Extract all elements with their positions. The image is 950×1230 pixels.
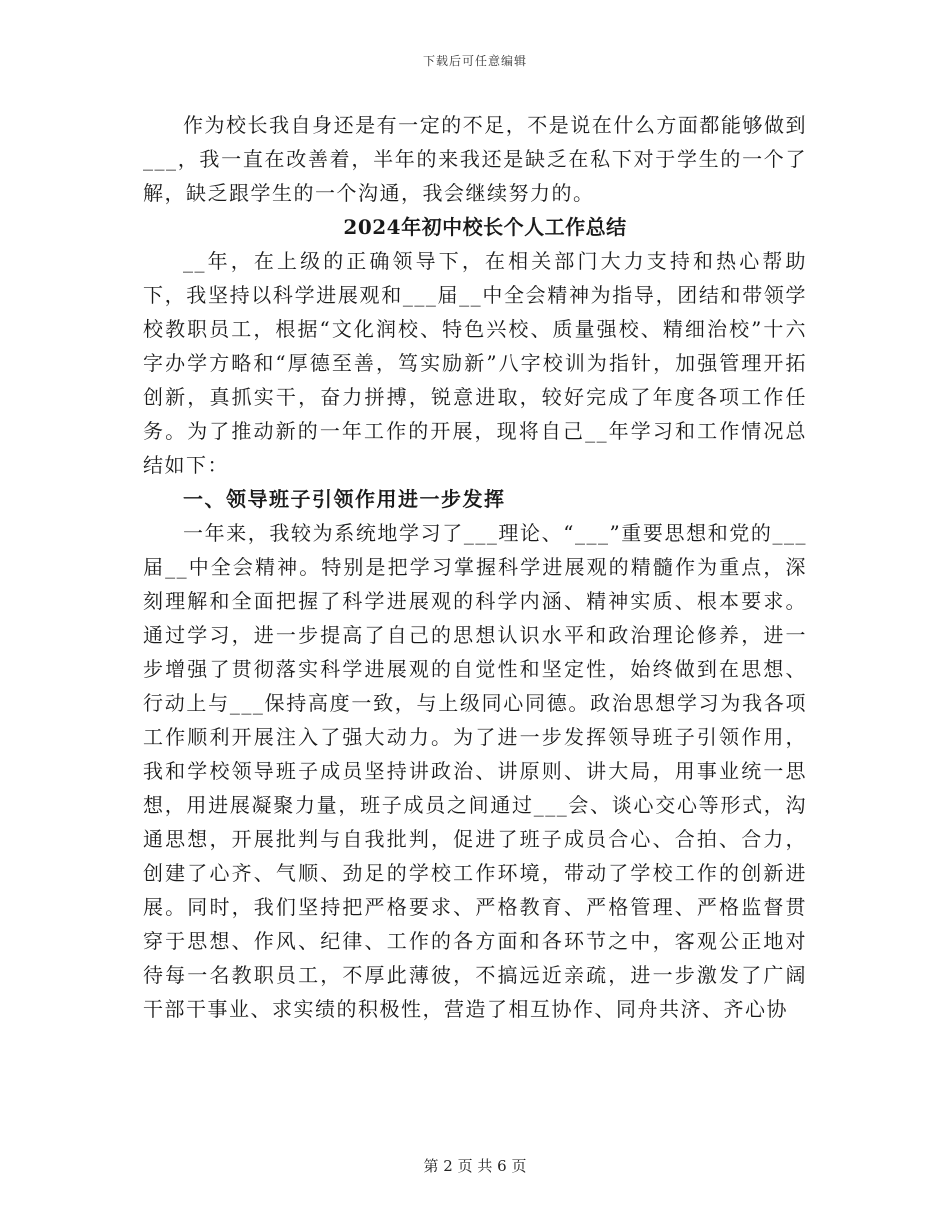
paragraph-leadership: 一年来，我较为系统地学习了___理论、“___”重要思想和党的___届__中全会精神。特别是把学习掌握科学进展观的精髓作为重点，深刻理解和全面把握了科学进展观的科学内涵、精神实质、根本要求。通过学习，进一步提高了自己的思想认识水平和政治理论修养，进一步增强了贯彻落实科学进展观的自觉性和坚定性，始终做到在思想、行动上与___保持高度一致，与上级同心同德。政治思想学习为我各项工作顺利开展注入了强大动力。为了进一步发挥领导班子引领作用，我和学校领导班子成员坚持讲政治、讲原则、讲大局，用事业统一思想，用进展凝聚力量，班子成员之间通过___会、谈心交心等形式，沟通思想，开展批判与自我批判，促进了班子成员合心、合拍、合力，创建了心齐、气顺、劲足的学校工作环境，带动了学校工作的创新进展。同时，我们坚持把严格要求、严格教育、严格管理、严格监督贯穿于思想、作风、纪律、工作的各方面和各环节之中，客观公正地对待每一名教职员工，不厚此薄彼，不搞远近亲疏，进一步激发了广阔干部干事业、求实绩的积极性，营造了相互协作、同舟共济、齐心协 xyxy=(143,521,807,1021)
paragraph-summary-intro: __年，在上级的正确领导下，在相关部门大力支持和热心帮助下，我坚持以科学进展观和___届__中全会精神为指导，团结和带领学校教职员工，根据“文化润校、特色兴校、质量强校、精细治校”十六字办学方略和“厚德至善，笃实励新”八字校训为指针，加强管理开拓创新，真抓实干，奋力拼搏，锐意进取，较好完成了年度各项工作任务。为了推动新的一年工作的开展，现将自己__年学习和工作情况总结如下： xyxy=(143,249,807,477)
page-footer: 第 2 页 共 6 页 xyxy=(423,1157,527,1175)
document-title: 2024年初中校长个人工作总结 xyxy=(343,215,627,239)
document-body xyxy=(143,108,807,1026)
intro-paragraph: 作为校长我自身还是有一定的不足，不是说在什么方面都能够做到___，我一直在改善着，半年的来我还是缺乏在私下对于学生的一个了解，缺乏跟学生的一个沟通，我会继续努力的。 xyxy=(143,113,807,205)
page-header: 下载后可任意编辑 xyxy=(422,54,527,68)
section-heading-leadership: 一、领导班子引领作用进一步发挥 xyxy=(183,487,506,511)
